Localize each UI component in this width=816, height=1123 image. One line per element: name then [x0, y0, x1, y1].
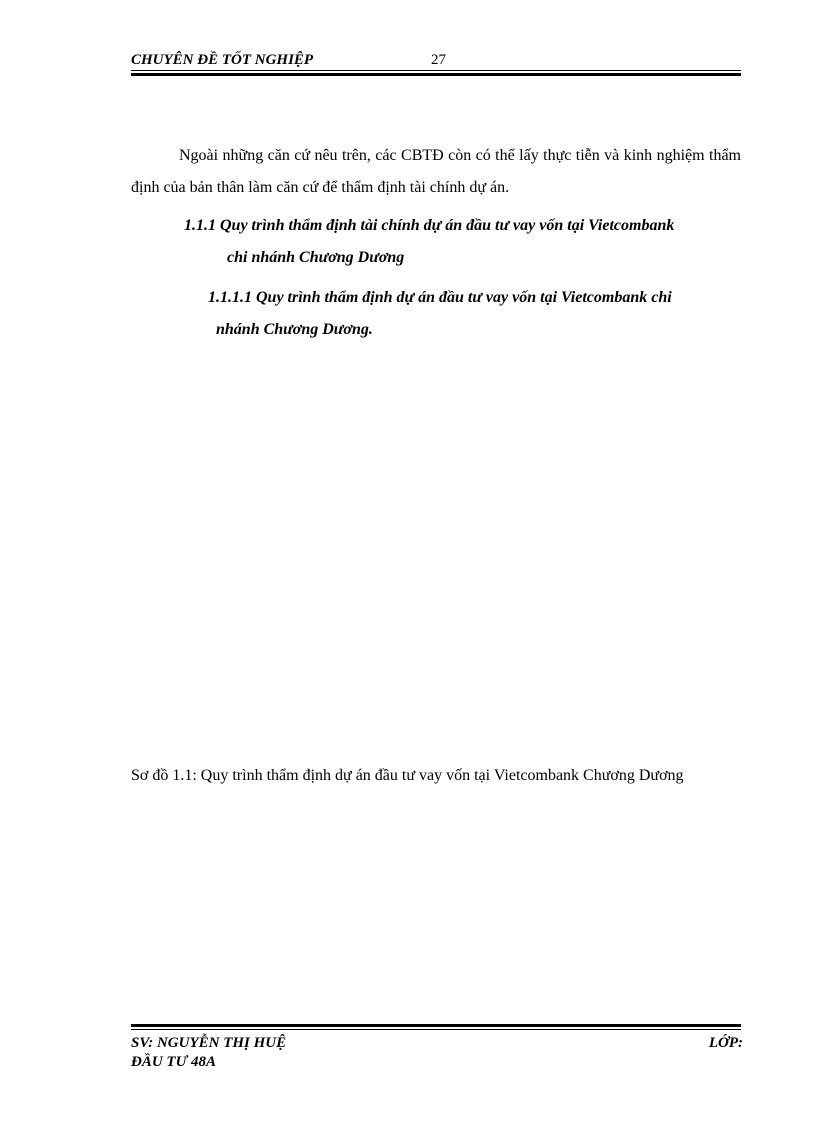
header-divider [131, 70, 741, 77]
heading-1-line1: 1.1.1 Quy trình thẩm định tài chính dự án đầu tư vay vốn tại Vietcombank [184, 217, 675, 234]
body-paragraph [131, 140, 741, 204]
class-label: LỚP: [708, 1035, 743, 1051]
section-heading-1-1-1-1 [208, 282, 741, 346]
section-heading-1-1-1 [184, 210, 741, 274]
page-number: 27 [431, 52, 446, 68]
diagram-caption: Sơ đồ 1.1: Quy trình thẩm định dự án đầu tư vay vốn tại Vietcombank Chương Dương [131, 767, 684, 784]
page-header [131, 52, 741, 70]
heading-2-line1: 1.1.1.1 Quy trình thẩm định dự án đầu tư vay vốn tại Vietcombank chi [208, 289, 672, 306]
student-name: SV: NGUYỄN THỊ HUỆ [131, 1035, 287, 1051]
heading-1-line2: chi nhánh Chương Dương [227, 249, 405, 266]
paragraph-text: Ngoài những căn cứ nêu trên, các CBTĐ còn có thể lấy thực tiễn và kinh nghiệm thẩm định của bản thân làm căn cứ để thẩm định tài chính dự án. [131, 147, 741, 196]
heading-2-line2: nhánh Chương Dương. [216, 321, 373, 338]
class-value: ĐẦU TƯ 48A [131, 1054, 216, 1070]
footer-divider [131, 1024, 741, 1032]
document-title: CHUYÊN ĐỀ TỐT NGHIỆP [131, 52, 314, 68]
